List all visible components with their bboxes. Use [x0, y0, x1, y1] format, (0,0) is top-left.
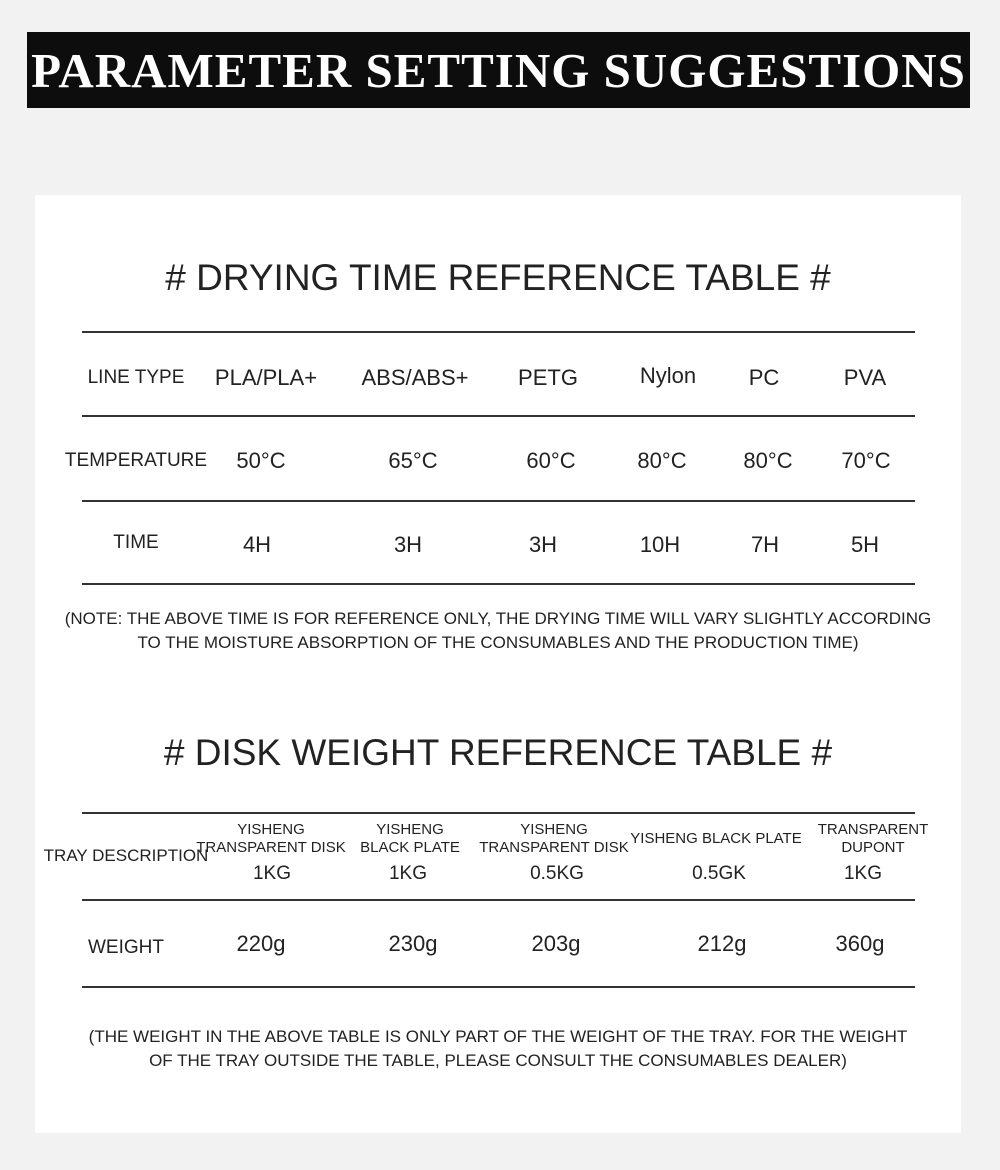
weight-table-title: # DISK WEIGHT REFERENCE TABLE # — [163, 732, 833, 773]
row-label-weight: WEIGHT — [88, 937, 164, 958]
weight-cell: 230g — [388, 931, 438, 956]
time-cell: 10H — [639, 532, 681, 557]
tray-name-line: TRANSPARENT DISK — [479, 839, 629, 856]
temperature-cell: 80°C — [637, 448, 687, 473]
table-rule — [82, 986, 915, 988]
tray-size-cell: 1KG — [388, 863, 428, 884]
line-type-cell: PLA/PLA+ — [214, 365, 318, 390]
weight-cell: 220g — [236, 931, 286, 956]
tray-size-cell: 0.5GK — [692, 863, 746, 884]
line-type-cell: Nylon — [639, 363, 697, 388]
weight-note-line: OF THE TRAY OUTSIDE THE TABLE, PLEASE CONSULT THE CONSUMABLES DEALER) — [149, 1051, 847, 1070]
page-banner — [27, 32, 970, 108]
weight-cell: 203g — [531, 931, 581, 956]
tray-name-line: TRANSPARENT DISK — [196, 839, 346, 856]
tray-name-line: YISHENG — [376, 821, 444, 838]
line-type-cell: PETG — [518, 365, 578, 390]
weight-note — [35, 1025, 961, 1073]
tray-name-line: DUPONT — [841, 839, 905, 856]
tray-name-cell — [818, 821, 929, 857]
weight-cell: 212g — [697, 931, 747, 956]
tray-size-cell: 0.5KG — [530, 863, 584, 884]
table-rule — [82, 899, 915, 901]
tray-name-line: YISHENG — [520, 821, 588, 838]
drying-note — [35, 607, 961, 655]
time-cell: 3H — [528, 532, 558, 557]
temperature-cell: 50°C — [236, 448, 286, 473]
tray-name-line: YISHENG — [237, 821, 305, 838]
table-rule — [82, 583, 915, 585]
banner-title: PARAMETER SETTING SUGGESTIONS — [31, 42, 966, 98]
tray-name-cell — [479, 821, 628, 857]
temperature-cell: 70°C — [841, 448, 891, 473]
time-cell: 4H — [242, 532, 272, 557]
tray-size-cell: 1KG — [843, 863, 883, 884]
row-label-tray-description: TRAY DESCRIPTION — [43, 846, 209, 865]
tray-name-line: BLACK PLATE — [360, 839, 460, 856]
temperature-cell: 60°C — [526, 448, 576, 473]
temperature-cell: 65°C — [388, 448, 438, 473]
table-rule — [82, 500, 915, 502]
line-type-cell: PVA — [843, 365, 887, 390]
time-cell: 7H — [750, 532, 780, 557]
table-rule — [82, 812, 915, 814]
weight-cell: 360g — [835, 931, 885, 956]
weight-note-line: (THE WEIGHT IN THE ABOVE TABLE IS ONLY PART OF THE WEIGHT OF THE TRAY. FOR THE WEIGHT — [88, 1027, 908, 1046]
tray-name-line: TRANSPARENT — [817, 821, 929, 838]
line-type-cell: PC — [748, 365, 780, 390]
line-type-cell: ABS/ABS+ — [361, 365, 469, 390]
tray-name-cell — [630, 830, 801, 848]
table-rule — [82, 331, 915, 333]
temperature-cell: 80°C — [743, 448, 793, 473]
tray-name-cell — [360, 821, 460, 857]
content-card — [35, 195, 961, 1133]
row-label-time: TIME — [113, 532, 159, 553]
tray-name-line: YISHENG BLACK PLATE — [630, 830, 802, 847]
drying-table-title: # DRYING TIME REFERENCE TABLE # — [165, 257, 831, 298]
time-cell: 5H — [850, 532, 880, 557]
drying-note-line: (NOTE: THE ABOVE TIME IS FOR REFERENCE ONLY, THE DRYING TIME WILL VARY SLIGHTLY ACCORDING — [64, 609, 932, 628]
drying-note-line: TO THE MOISTURE ABSORPTION OF THE CONSUMABLES AND THE PRODUCTION TIME) — [137, 633, 859, 652]
row-label-temperature: TEMPERATURE — [64, 450, 208, 471]
row-label-line-type: LINE TYPE — [87, 367, 185, 388]
table-rule — [82, 415, 915, 417]
tray-name-cell — [196, 821, 345, 857]
tray-size-cell: 1KG — [252, 863, 292, 884]
time-cell: 3H — [393, 532, 423, 557]
